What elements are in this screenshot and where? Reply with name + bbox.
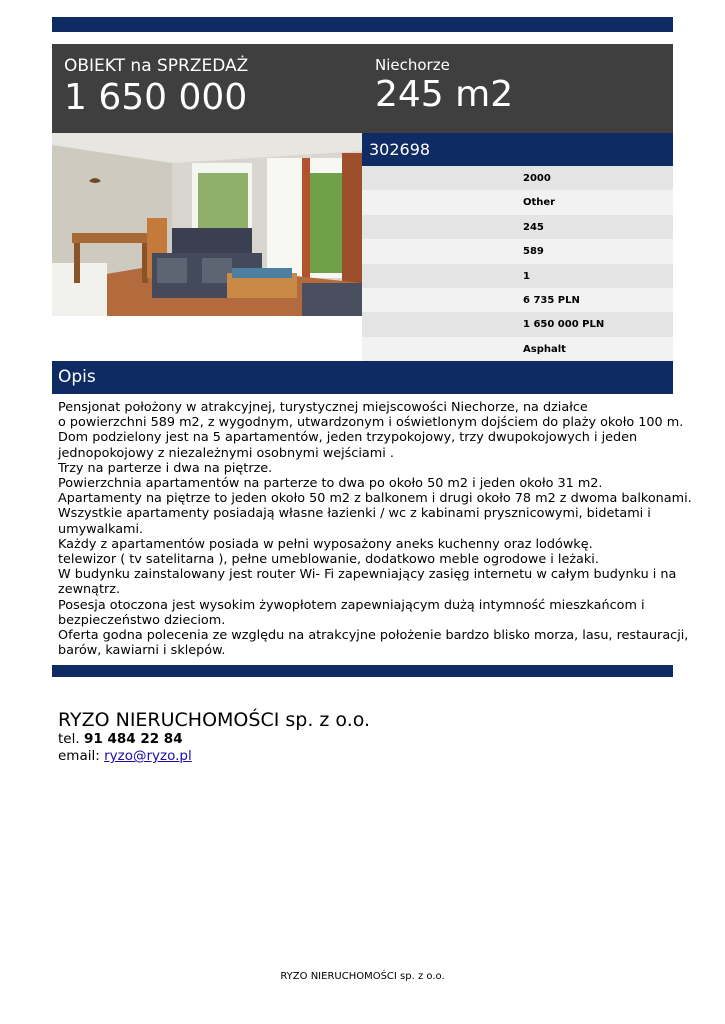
detail-value: 1 650 000 PLN [523, 319, 605, 331]
description-line: Dom podzielony jest na 5 apartamentów, jeden trzypokojowy, trzy dwupokojowych i jeden [58, 430, 638, 446]
description-line: Wszystkie apartamenty posiadają własne łazienki / wc z kabinami prysznicowymi, bidetami i [58, 506, 651, 522]
email-label: email: [58, 748, 100, 764]
description-line: Pensjonat położony w atrakcyjnej, turystycznej miejscowości Niechorze, na działce [58, 400, 588, 415]
description-line: Powierzchnia apartamentów na parterze to dwa po około 50 m2 i jeden około 31 m2. [58, 476, 603, 492]
detail-row [362, 288, 673, 312]
detail-row [362, 166, 673, 190]
listing-id: 302698 [369, 140, 431, 159]
listing-area: 245 m2 [375, 74, 514, 115]
top-bar [52, 17, 673, 32]
detail-value: 245 [523, 221, 544, 233]
email-link[interactable]: ryzo@ryzo.pl [104, 748, 192, 764]
detail-value: 589 [523, 246, 544, 258]
listing-type: OBIEKT na SPRZEDAŻ [64, 56, 249, 76]
detail-row [362, 264, 673, 288]
description-line: o powierzchni 589 m2, z wygodnym, utwardzonym i oświetlonym dojściem do plaży około 100 m. [58, 415, 684, 431]
detail-row [362, 337, 673, 361]
description-line: barów, kawiarni i sklepów. [58, 643, 226, 659]
property-photo [52, 133, 362, 316]
listing-id-bar [362, 133, 673, 166]
email-line [58, 748, 192, 765]
phone-number: 91 484 22 84 [83, 731, 183, 747]
description-line: umywalkami. [58, 521, 144, 537]
listing-price: 1 650 000 [64, 77, 248, 118]
company-name: RYZO NIERUCHOMOŚCI sp. z o.o. [58, 709, 371, 731]
description-line: Oferta godna polecenia ze względu na atrakcyjne położenie bardzo blisko morza, lasu, restauracji, [58, 628, 689, 644]
description-text [58, 400, 692, 659]
detail-row [362, 215, 673, 239]
phone-label: tel. [58, 731, 80, 747]
description-line: Trzy na parterze i dwa na piętrze. [58, 460, 273, 476]
detail-row [362, 239, 673, 263]
detail-value: Asphalt [523, 343, 566, 355]
description-header [52, 361, 673, 394]
detail-value: 6 735 PLN [523, 294, 580, 306]
bottom-bar [52, 665, 673, 677]
detail-row [362, 312, 673, 336]
header-right [375, 56, 513, 116]
details-table [362, 166, 673, 361]
description-line: Posesja otoczona jest wysokim żywopłotem zapewniającym dużą intymność mieszkańcom i [58, 597, 645, 613]
description-line: Apartamenty na piętrze to jeden około 50 m2 z balkonem i drugi około 78 m2 z dwoma balkonami. [58, 491, 692, 507]
description-line: Każdy z apartamentów posiada w pełni wyposażony aneks kuchenny oraz lodówkę. [58, 536, 593, 552]
detail-row [362, 190, 673, 214]
listing-city: Niechorze [375, 56, 450, 74]
description-line: W budynku zainstalowany jest router Wi- Fi zapewniający zasięg internetu w całym budynku i na [58, 567, 677, 583]
description-line: zewnątrz. [58, 582, 121, 598]
detail-value: 1 [523, 270, 530, 282]
header-left [64, 56, 248, 120]
description-line: bezpieczeństwo dzieciom. [58, 612, 226, 628]
description-line: telewizor ( tv satelitarna ), pełne umeblowanie, dodatkowo meble ogrodowe i leżaki. [58, 552, 599, 568]
detail-value: 2000 [523, 173, 551, 184]
detail-value: Other [523, 197, 556, 209]
description-line: jednopokojowy z niezależnymi osobnymi wejściami . [58, 445, 394, 461]
page-footer: RYZO NIERUCHOMOŚCI sp. z o.o. [280, 971, 445, 982]
phone-line [58, 731, 183, 748]
listing-header [52, 44, 673, 133]
description-title: Opis [58, 367, 96, 387]
